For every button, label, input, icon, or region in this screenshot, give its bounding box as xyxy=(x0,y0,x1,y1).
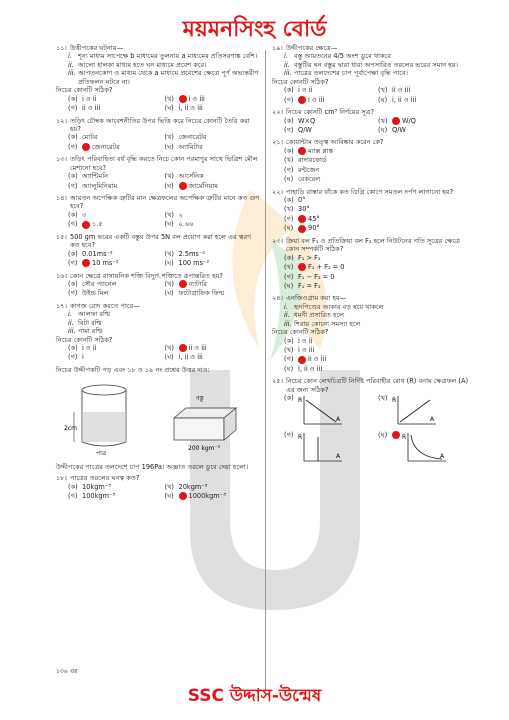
statement: i. আলফা রশ্মি xyxy=(68,310,111,319)
question-number: ২০। xyxy=(272,108,283,117)
question-text: পাত্রের তরলের ঘনত্ব কত? xyxy=(70,474,140,483)
option[interactable]: (ঘ) ফটোগ্রাফিক ফিল্ম xyxy=(164,289,225,298)
answer-mark xyxy=(179,182,187,190)
statement: iii. শিরায় কোনো সমস্যা হলে xyxy=(284,319,361,328)
question-22 xyxy=(272,188,472,233)
option[interactable]: (ঘ) 90° xyxy=(284,224,320,233)
option[interactable]: (গ) i xyxy=(68,353,84,362)
question-prompt: নিচের কোনটি সঠিক? xyxy=(272,328,329,337)
answer-mark xyxy=(298,96,306,104)
question-text: কোয়ান্টাম তত্ত্ব আবিষ্কার করেন কে? xyxy=(286,138,384,147)
svg-text:A: A xyxy=(336,453,341,461)
answer-mark xyxy=(82,143,90,151)
svg-text:R: R xyxy=(298,434,303,442)
footer-brand: SSC উদ্দাস-উন্মেষ xyxy=(187,686,322,706)
answer-mark xyxy=(298,356,306,364)
statement: iii. পাত্রের তলদেশের চাপ পূর্বাপেক্ষা বৃদ্ধি পাবে। xyxy=(284,69,408,78)
question-number: ২৫। xyxy=(272,377,283,386)
statement: ii. আলো হালকা মাধ্যম হতে ঘন মাধ্যমে প্রবেশ করে। xyxy=(68,60,207,69)
answer-mark xyxy=(298,147,306,155)
vessel-label: পাত্র xyxy=(96,450,107,457)
question-15 xyxy=(56,233,261,268)
right-column xyxy=(272,44,472,469)
question-text: নিচের কোন লেখচিত্রটি নির্দিষ্ট পরিবাহীর রোধ (R) বনাম ক্ষেত্রফল (A) এর জন্য সঠিক? xyxy=(286,377,469,394)
svg-text:R: R xyxy=(402,434,407,442)
answer-mark xyxy=(298,225,306,233)
option[interactable]: (ক) অ্যান্টিমনি xyxy=(68,172,109,181)
option[interactable]: (ঘ) i, ii ও iii xyxy=(164,104,203,113)
question-text: ক্রিয়া বল F₁ ও প্রতিক্রিয়া বল F₂ হলে নিউটনের গতি সূত্রের ক্ষেত্রে কোন সম্পর্কটি সঠিক? xyxy=(286,236,461,254)
option[interactable]: (ঘ) বেকরেল xyxy=(284,175,321,184)
answer-mark xyxy=(82,221,90,229)
option[interactable]: (ঘ) জার্মেনিয়াম xyxy=(164,181,218,190)
question-number: ২৩। xyxy=(272,236,283,245)
question-text: এনজিওগ্রাম করা হয়— xyxy=(286,294,347,303)
block-label: বস্তু xyxy=(196,395,204,403)
option[interactable]: (গ) ১.৫ xyxy=(68,220,103,229)
question-20 xyxy=(272,108,472,134)
question-prompt: নিচের কোনটি সঠিক? xyxy=(272,77,329,86)
svg-text:A: A xyxy=(336,416,341,424)
option-graph-d[interactable]: (ঘ) R A xyxy=(378,431,472,465)
question-16 xyxy=(56,272,261,298)
option[interactable]: (ক) i ও ii xyxy=(284,336,313,345)
option[interactable]: (গ) ii ও iii xyxy=(284,355,327,364)
statement: iii. আপতনকোণ ও মাধ্যম থেকে a মাধ্যমে প্রবেশের ক্ষেত্রে পূর্ণ অভ্যন্তরীণ প্রতিফলন ঘটবে না। xyxy=(68,69,259,86)
graph-decreasing-line-icon xyxy=(298,394,344,428)
answer-mark xyxy=(179,344,187,352)
left-column xyxy=(56,44,261,505)
option[interactable]: (গ) অ্যালুমিনিয়াম xyxy=(68,181,118,190)
stimulus-figure xyxy=(64,376,264,456)
option[interactable]: (ক) W×Q xyxy=(284,116,316,125)
question-12 xyxy=(56,117,261,152)
svg-text:R: R xyxy=(298,397,303,405)
question-number: ১৬। xyxy=(56,271,67,280)
option[interactable]: (ক) সৌর প্যানেল xyxy=(68,279,117,288)
option-graph-c[interactable]: (গ) R A xyxy=(284,431,378,465)
answer-mark xyxy=(82,259,90,267)
question-13 xyxy=(56,155,261,190)
option[interactable]: (খ) ২ xyxy=(164,210,183,219)
option[interactable]: (গ) 100kgm⁻³ xyxy=(68,492,116,501)
question-prompt: নিচের কোনটি সঠিক? xyxy=(56,86,113,95)
option[interactable]: (ক) 0.01ms⁻² xyxy=(68,249,113,258)
statement: i. বস্তু আয়তনের 4/5 অংশ ডুবে থাকবে xyxy=(284,52,391,61)
option[interactable]: (গ) ii ও iii xyxy=(68,104,101,113)
stimulus-instruction: নিচের উদ্দীপকটি পড় এবং ১৮ ও ১৯ নং প্রশ্নের উত্তর দাও: xyxy=(56,365,210,374)
answer-mark xyxy=(298,215,306,223)
question-24 xyxy=(272,294,472,373)
option[interactable]: (গ) 45° xyxy=(284,214,320,223)
stimulus-text: উদ্দীপকের পাত্রের তলদেশে চাপ 196Pa। অজ্ঞাত তরলে ডুবে দেয়া হলো। xyxy=(56,462,249,471)
column-divider xyxy=(265,50,266,690)
graph-increasing-line-icon xyxy=(392,394,438,428)
statement: i. হৃদপিণ্ডের আকার বড় হয়ে থাকলে xyxy=(284,302,384,311)
graph-vertical-line-icon xyxy=(298,431,344,465)
option[interactable]: (ঘ) 1000kgm⁻³ xyxy=(164,492,226,501)
question-number: ২১। xyxy=(272,138,283,147)
option-graph-b[interactable]: (খ) R A xyxy=(378,394,472,428)
question-text: তড়িৎ পরিবাহিতা বর্ধ বৃদ্ধি করতে নিচে কোন পরমাণুর সাথে ভিত্রিশ মৌল মেশানো হবে? xyxy=(70,155,258,172)
question-text: উত্তীপকের ঘটনায়— xyxy=(70,44,124,52)
question-21 xyxy=(272,138,472,183)
svg-text:A: A xyxy=(440,453,445,461)
question-17 xyxy=(56,302,261,362)
question-text: উদ্দীপকের ক্ষেত্রে— xyxy=(286,44,338,52)
option[interactable]: (ঘ) i, ii ও iii xyxy=(164,353,203,362)
option[interactable]: (গ) Q/W xyxy=(284,125,312,134)
question-text: পাহাড়ি রাস্তার বাঁকে কত ডিগ্রি কোণে সমতল দর্পণ লাগানো হয়? xyxy=(286,187,454,196)
question-number: ১১। xyxy=(56,44,67,52)
answer-mark xyxy=(179,280,187,288)
option[interactable]: (খ) ii ও iii xyxy=(164,344,207,352)
option[interactable]: (খ) 30° xyxy=(284,205,310,214)
option[interactable]: (খ) জেনারেটর xyxy=(164,133,207,142)
statement: ii. বস্তুটির ঘন বস্তুর দ্বারা ধারা অপসারিত তরলের ভরের সমান হয়। xyxy=(284,60,459,69)
height-label: 2cm xyxy=(64,425,77,433)
statement: ii. ধমনী প্রসারিত হলে xyxy=(284,311,345,320)
option[interactable]: (ঘ) 100 ms⁻² xyxy=(164,259,210,268)
option[interactable]: (গ) রন্টজেন xyxy=(284,165,320,174)
question-number: ১২। xyxy=(56,116,67,125)
question-11 xyxy=(56,44,261,113)
question-number: ১৫। xyxy=(56,232,67,241)
option[interactable]: (ঘ) F₁ = F₂ xyxy=(284,281,321,290)
question-text: 500 gm ভরের একটি বস্তুর উপর 5N বল প্রয়োগ করা হলে এর ত্বরণ কত হবে? xyxy=(70,232,252,250)
question-text: তড়িৎ চৌম্বক আবেশনীতির উপর ভিত্তি করে নিচের কোনটি তৈরি করা হয়? xyxy=(70,116,250,133)
question-23 xyxy=(272,237,472,291)
option[interactable]: (খ) W/Q xyxy=(378,116,416,125)
question-number: ১৮। xyxy=(56,474,67,483)
question-text: আয়তন অপেক্ষিক ত্রুটির মান ক্ষেত্রফলের অপেক্ষিক ত্রুটির মানে কত গুণ হবে? xyxy=(70,194,260,211)
svg-text:R: R xyxy=(392,397,397,405)
option[interactable]: (ক) i ও ii xyxy=(68,344,97,352)
statement: iii. গামা রশ্মি xyxy=(68,327,103,336)
statement: ii. বিটা রশ্মি xyxy=(68,318,102,327)
answer-mark xyxy=(179,95,187,103)
option[interactable]: (ক) 10kgm⁻³ xyxy=(68,482,111,491)
page-title: ময়মনসিংহ বোর্ড xyxy=(182,17,327,42)
option[interactable]: (ঘ) ০.৬৬ xyxy=(164,220,194,229)
question-text: কাগজ রোদ করতে পারে— xyxy=(70,301,140,310)
question-19 xyxy=(272,44,472,104)
question-text: নিচের কোনটি cm³ নির্ণয়ের সূত্র? xyxy=(286,108,375,117)
option[interactable]: (গ) F₁ − F₂ = 0 xyxy=(284,272,335,281)
question-18 xyxy=(56,474,261,500)
option[interactable]: (ক) i ও ii xyxy=(284,86,313,95)
option[interactable]: (খ) F₁ + F₂ = 0 xyxy=(284,263,345,272)
statement: i. শূন্য মাধ্যম সাপেক্ষে b মাধ্যমের তুলনায় a মাধ্যমের প্রতিসরণাঙ্ক বেশি। xyxy=(68,52,258,61)
answer-mark xyxy=(298,263,306,271)
option[interactable]: (খ) রাদারফোর্ড xyxy=(284,156,327,165)
option[interactable]: (গ) i ও iii xyxy=(284,95,325,104)
question-number: ২২। xyxy=(272,187,283,196)
option[interactable]: (ক) মোটর xyxy=(68,133,98,142)
question-number: ১৪। xyxy=(56,194,67,202)
option[interactable]: (ক) i ও ii xyxy=(68,94,97,103)
option[interactable]: (গ) 10 ms⁻² xyxy=(68,259,119,268)
option[interactable]: (ঘ) অ্যামিটার xyxy=(164,142,203,151)
answer-mark xyxy=(392,117,400,125)
option[interactable]: (খ) ii ও iii xyxy=(378,86,411,95)
option[interactable]: (ঘ) Q/W xyxy=(378,125,406,134)
option[interactable]: (ক) F₁ > F₂ xyxy=(284,253,321,262)
question-prompt: নিচের কোনটি সঠিক? xyxy=(56,335,113,344)
option[interactable]: (খ) 2.5ms⁻² xyxy=(164,249,205,258)
option[interactable]: (খ) ব্যাটারি xyxy=(164,279,208,288)
question-number: ২৪। xyxy=(272,294,283,303)
option[interactable]: (ক) 0° xyxy=(284,196,306,204)
question-25 xyxy=(272,377,472,465)
question-14 xyxy=(56,194,261,229)
answer-mark xyxy=(392,431,400,439)
option[interactable]: (গ) জেনারেটর xyxy=(68,142,120,151)
density-label: 200 kgm⁻³ xyxy=(188,445,221,453)
option[interactable]: (ঘ) i, ii ও iii xyxy=(284,364,323,373)
option-graph-a[interactable]: (ক) R A xyxy=(284,394,378,428)
option[interactable]: (খ) 20kgm⁻³ xyxy=(164,482,208,491)
option[interactable]: (খ) i ও iii xyxy=(284,346,315,354)
graph-hyperbola-icon xyxy=(402,431,448,465)
page-number: ১৩৬ এর xyxy=(56,668,78,675)
option[interactable]: (খ) আর্সেনিক xyxy=(164,172,204,181)
option[interactable]: (খ) i ও iii xyxy=(164,94,205,103)
question-number: ১৯। xyxy=(272,44,283,52)
option[interactable]: (ক) ম্যাক্স প্লাঙ্ক xyxy=(284,146,333,155)
question-number: ১৭। xyxy=(56,301,67,310)
option[interactable]: (ক) ৩ xyxy=(68,210,87,219)
option[interactable]: (গ) উইন্ড মিল xyxy=(68,289,109,298)
svg-text:A: A xyxy=(430,416,435,424)
question-number: ১৩। xyxy=(56,155,67,164)
answer-mark xyxy=(179,492,187,500)
option[interactable]: (ঘ) i, ii ও iii xyxy=(378,95,417,104)
question-text: কোন ক্ষেত্রে রাসায়নিক শক্তি বিদ্যুৎ শক্তিতে রূপান্তরিত হয়? xyxy=(70,271,223,280)
